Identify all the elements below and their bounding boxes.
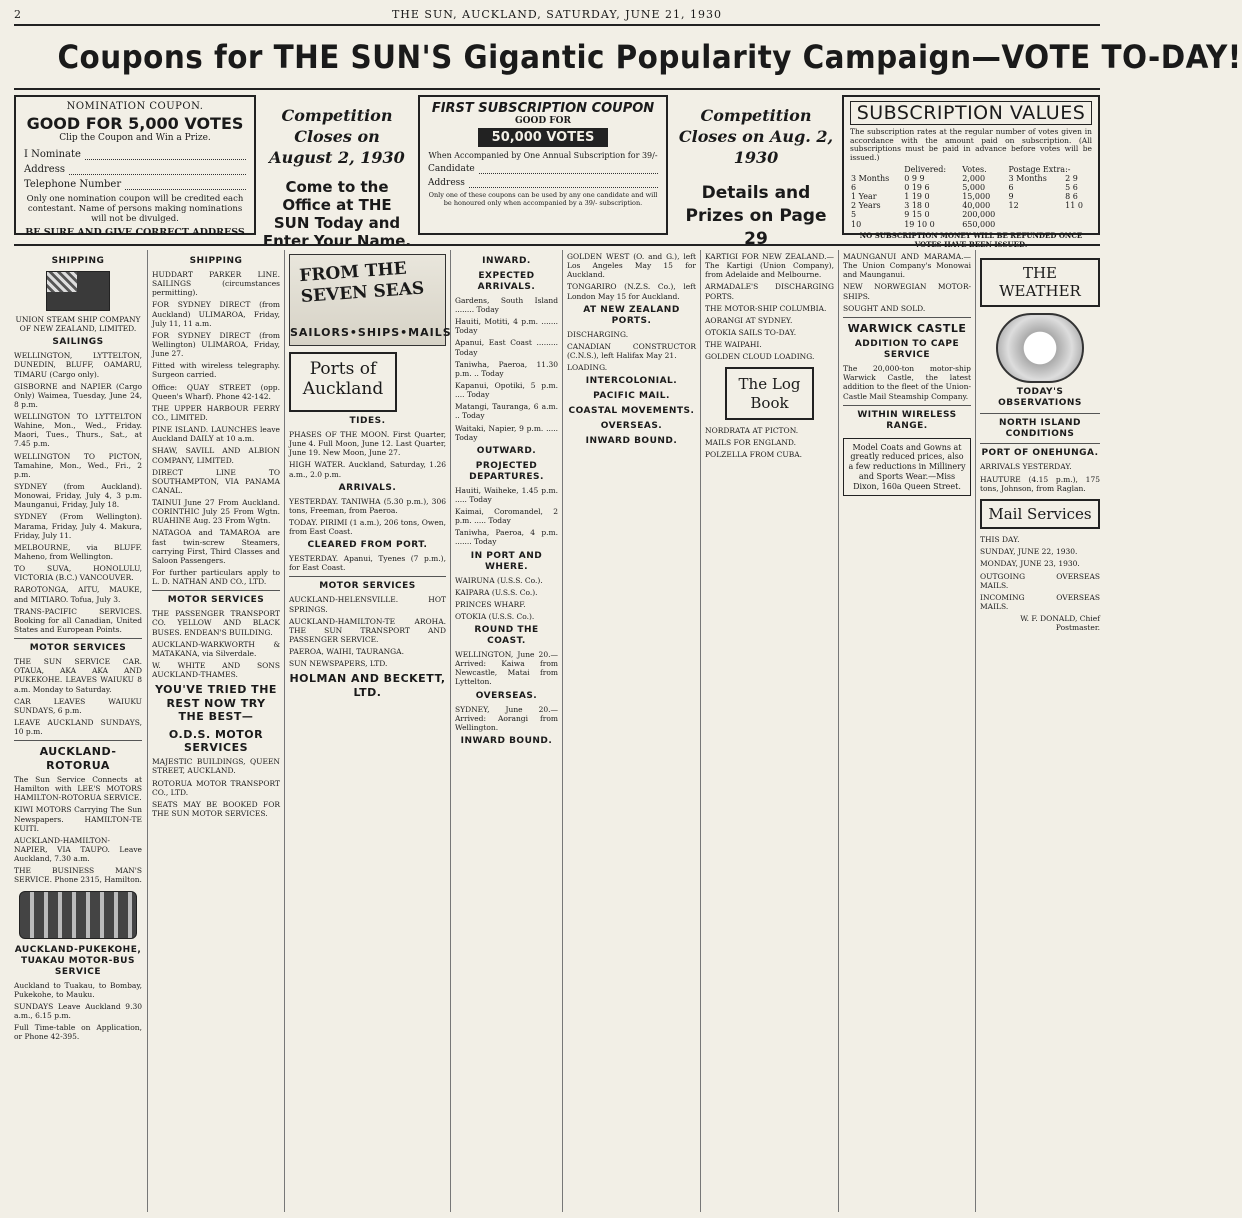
pacific-mail-heading: PACIFIC MAIL. bbox=[593, 391, 670, 402]
coupon-good-for: GOOD FOR bbox=[514, 116, 571, 126]
article-paragraph: TAINUI June 27 From Auckland. CORINTHIC July 25 From Wgtn. RUAHINE Aug. 23 From Wgtn. bbox=[152, 498, 280, 526]
rotorua-heading: AUCKLAND-ROTORUA bbox=[39, 745, 117, 772]
banner-rule bbox=[14, 88, 1100, 90]
article-paragraph: HAUTURE (4.15 p.m.), 175 tons, Johnson, from Raglan. bbox=[980, 474, 1100, 493]
column-rule bbox=[700, 250, 701, 1212]
article-paragraph: YESTERDAY. Apanui, Tyenes (7 p.m.), for East Coast. bbox=[289, 554, 446, 573]
list-item: Taniwha, Paeroa, 4 p.m. ....... Today bbox=[455, 528, 558, 547]
address-field[interactable]: Address bbox=[24, 164, 246, 175]
projected-heading: PROJECTED DEPARTURES. bbox=[469, 460, 544, 482]
article-paragraph: SUNDAYS Leave Auckland 9.30 a.m., 6.15 p.m. bbox=[14, 1001, 142, 1020]
candidate-field[interactable]: Candidate bbox=[428, 164, 658, 174]
subs-row: 3 Months 0 9 9 2,000 3 Months 2 9 bbox=[851, 173, 1078, 183]
wireless-heading: WITHIN WIRELESS RANGE. bbox=[857, 409, 957, 431]
article-paragraph: TO SUVA, HONOLULU, VICTORIA (B.C.) VANCOUVER. bbox=[14, 564, 142, 583]
subs-intro: The subscription rates at the regular number of votes given in accordance with the amount paid on subscription. (All subscriptions must be paid in advance before votes will be issued.) bbox=[850, 127, 1092, 162]
competition-left bbox=[262, 106, 412, 250]
article-paragraph: THE UPPER HARBOUR FERRY CO., LIMITED. bbox=[152, 403, 280, 422]
article-paragraph: NORDRATA AT PICTON. bbox=[705, 426, 799, 435]
subscription-coupon[interactable] bbox=[418, 95, 668, 235]
motor-services-heading: MOTOR SERVICES bbox=[167, 595, 265, 606]
article-paragraph: ARRIVALS YESTERDAY. bbox=[980, 462, 1072, 472]
warwick-heading: WARWICK CASTLE bbox=[847, 321, 967, 335]
sailings-heading: SAILINGS bbox=[52, 337, 104, 348]
motor-services-heading: MOTOR SERVICES bbox=[319, 581, 416, 592]
article-paragraph: PINE ISLAND. LAUNCHES leave Auckland DAILY at 10 a.m. bbox=[152, 425, 280, 444]
inward-bound-heading: INWARD BOUND. bbox=[460, 736, 553, 747]
article-paragraph: KARTIGI FOR NEW ZEALAND.—The Kartigi (Union Company), from Adelaide and Melbourne. bbox=[705, 252, 834, 280]
column-movements bbox=[455, 252, 558, 1212]
article-paragraph: HUDDART PARKER LINE. SAILINGS (circumstances permitting). bbox=[152, 269, 280, 298]
article-paragraph: THE MOTOR-SHIP COLUMBIA. bbox=[705, 303, 827, 313]
list-item: Taniwha, Paeroa, 11.30 p.m. .. Today bbox=[455, 359, 558, 378]
coupon-votes: GOOD FOR 5,000 VOTES bbox=[26, 114, 244, 133]
article-paragraph: LOADING. bbox=[567, 363, 608, 373]
coupon-vote-count: 50,000 VOTES bbox=[478, 128, 608, 147]
column-weather-mail bbox=[980, 252, 1100, 1212]
article-paragraph: Full Time-table on Application, or Phone 42-395. bbox=[14, 1023, 142, 1042]
article-paragraph: AUCKLAND-HAMILTON-NAPIER, VIA TAUPO. Leave Auckland, 7.30 a.m. bbox=[14, 835, 142, 864]
log-book-box: The Log Book bbox=[725, 367, 814, 420]
barometer-icon bbox=[996, 313, 1084, 383]
ports-of-auckland-box: Ports of Auckland bbox=[289, 352, 397, 412]
subs-row: 6 0 19 6 5,000 6 5 6 bbox=[851, 182, 1078, 192]
inward-bound-heading: INWARD BOUND. bbox=[585, 436, 678, 447]
subs-row: 1 Year 1 19 0 15,000 9 8 6 bbox=[851, 192, 1078, 202]
column-nz-ports bbox=[567, 252, 696, 1212]
article-paragraph: THE BUSINESS MAN'S SERVICE. Phone 2315, Hamilton. bbox=[14, 866, 142, 885]
column-rule bbox=[838, 250, 839, 1212]
article-paragraph: MELBOURNE, via BLUFF. Maheno, from Wellington. bbox=[14, 542, 142, 562]
north-island-heading: NORTH ISLAND CONDITIONS bbox=[998, 417, 1082, 439]
list-item: Hauiti, Waiheke, 1.45 p.m. ..... Today bbox=[455, 485, 558, 504]
coastal-heading: COASTAL MOVEMENTS. bbox=[568, 406, 695, 417]
section-heading: SHIPPING bbox=[51, 256, 105, 266]
article-paragraph: THE PASSENGER TRANSPORT CO. YELLOW AND BLACK BUSES. ENDEAN'S BUILDING. bbox=[152, 609, 280, 637]
holman-beckett: HOLMAN AND BECKETT, LTD. bbox=[289, 672, 446, 699]
column-rule bbox=[284, 250, 285, 1212]
nz-ports-heading: AT NEW ZEALAND PORTS. bbox=[583, 304, 680, 326]
article-paragraph: THE WAIPAHI. bbox=[705, 340, 762, 350]
article-paragraph: SUN NEWSPAPERS, LTD. bbox=[289, 659, 388, 669]
column-news-right bbox=[843, 252, 971, 1212]
list-item: Hauiti, Motiti, 4 p.m. ....... Today bbox=[455, 317, 558, 336]
arrivals-heading: ARRIVALS. bbox=[338, 482, 397, 493]
section-heading: SHIPPING bbox=[189, 256, 243, 266]
article-paragraph: GISBORNE and NAPIER (Cargo Only) Waimea, Tuesday, June 24, 8 p.m. bbox=[14, 381, 142, 409]
article-paragraph: LEAVE AUCKLAND SUNDAYS, 10 p.m. bbox=[14, 717, 142, 737]
article-paragraph: POLZELLA FROM CUBA. bbox=[705, 450, 803, 460]
article-paragraph: TONGARIRO (N.Z.S. Co.), left London May 15 for Auckland. bbox=[567, 282, 696, 301]
cleared-heading: CLEARED FROM PORT. bbox=[307, 540, 428, 551]
column-rule bbox=[975, 250, 976, 1212]
list-item: KAIPARA (U.S.S. Co.). bbox=[455, 587, 538, 597]
article-paragraph: TRANS-PACIFIC SERVICES. Booking for all Canadian, United States and European Points. bbox=[14, 606, 142, 635]
article-paragraph: NEW NORWEGIAN MOTOR-SHIPS. bbox=[843, 282, 971, 301]
seven-seas-subtitle: SAILORS•SHIPS•MAILS bbox=[290, 325, 452, 339]
article-paragraph: ARMADALE'S DISCHARGING PORTS. bbox=[705, 282, 834, 301]
list-item: Apanui, East Coast ......... Today bbox=[455, 338, 558, 357]
subs-row: 10 19 10 0 650,000 bbox=[851, 219, 996, 229]
list-item: Matangi, Tauranga, 6 a.m. .. Today bbox=[455, 402, 558, 421]
motor-bus-icon bbox=[19, 891, 137, 939]
article-paragraph: CANADIAN CONSTRUCTOR (C.N.S.), left Halifax May 21. bbox=[567, 341, 696, 360]
outward-heading: OUTWARD. bbox=[476, 445, 537, 456]
list-item: Waitaki, Napier, 9 p.m. ..... Today bbox=[455, 423, 558, 442]
company-name: UNION STEAM SHIP COMPANY OF NEW ZEALAND, LIMITED. bbox=[15, 314, 141, 334]
article-paragraph: INCOMING OVERSEAS MAILS. bbox=[980, 592, 1100, 611]
article-paragraph: SYDNEY (from Auckland). Monowai, Friday, July 4, 3 p.m. Maunganui, Friday, July 18. bbox=[14, 482, 142, 510]
coupon-condition: When Accompanied by One Annual Subscription for 39/- bbox=[428, 151, 658, 160]
article-paragraph: SYDNEY (From Wellington). Marama, Friday, July 4. Makura, Friday, July 11. bbox=[14, 512, 142, 540]
signoff: W. F. DONALD, Chief Postmaster. bbox=[1020, 614, 1100, 633]
column-news-left bbox=[705, 252, 834, 1212]
article-paragraph: ROTORUA MOTOR TRANSPORT CO., LTD. bbox=[152, 778, 280, 797]
article-paragraph: PAEROA, WAIHI, TAURANGA. bbox=[289, 647, 404, 657]
coupon-subtitle: Clip the Coupon and Win a Prize. bbox=[59, 133, 211, 143]
article-paragraph: WELLINGTON, June 20.—Arrived: Kaiwa from Newcastle, Matai from Lyttelton. bbox=[455, 650, 558, 687]
intercolonial-heading: INTERCOLONIAL. bbox=[585, 376, 678, 387]
section-rule bbox=[14, 244, 1100, 246]
seven-seas-banner bbox=[289, 254, 452, 346]
article-paragraph: THIS DAY. bbox=[980, 535, 1020, 545]
running-title: THE SUN, AUCKLAND, SATURDAY, JUNE 21, 1930 bbox=[391, 7, 723, 21]
article-paragraph: TODAY. PIRIMI (1 a.m.), 206 tons, Owen, from East Coast. bbox=[289, 517, 446, 537]
article-paragraph: MAUNGANUI AND MARAMA.—The Union Company's Monowai and Maunganui. bbox=[843, 252, 971, 280]
motor-services-heading: MOTOR SERVICES bbox=[29, 643, 127, 654]
onehunga-heading: PORT OF ONEHUNGA. bbox=[981, 448, 1099, 459]
article-paragraph: NATAGOA and TAMAROA are fast twin-screw Steamers, carrying First, Third Classes and Saloon Passengers. bbox=[152, 528, 280, 565]
telephone-field[interactable]: Telephone Number bbox=[24, 179, 246, 190]
running-head bbox=[14, 6, 1100, 22]
column-rule bbox=[147, 250, 148, 1212]
article-paragraph: SOUGHT AND SOLD. bbox=[843, 303, 926, 313]
round-coast-heading: ROUND THE COAST. bbox=[474, 625, 539, 647]
article-paragraph: For further particulars apply to L. D. NATHAN AND CO., LTD. bbox=[152, 568, 280, 587]
article-paragraph: SUNDAY, JUNE 22, 1930. bbox=[980, 547, 1078, 557]
article-paragraph: WELLINGTON, LYTTELTON, DUNEDIN, BLUFF, OAMARU, TIMARU (Cargo only). bbox=[14, 351, 142, 379]
article-paragraph: CAR LEAVES WAIUKU SUNDAYS, 6 p.m. bbox=[14, 696, 142, 715]
article-paragraph: KIWI MOTORS Carrying The Sun Newspapers. HAMILTON-TE KUITI. bbox=[14, 805, 142, 833]
article-paragraph: The Sun Service Connects at Hamilton with LEE'S MOTORS HAMILTON-ROTORUA SERVICE. bbox=[14, 775, 142, 803]
article-paragraph: OUTGOING OVERSEAS MAILS. bbox=[980, 571, 1100, 590]
pukekohe-heading: AUCKLAND-PUKEKOHE, TUAKAU MOTOR-BUS SERVICE bbox=[14, 944, 142, 977]
article-paragraph: YESTERDAY. TANIWHA (5.30 p.m.), 306 tons, Freeman, from Paeroa. bbox=[289, 496, 446, 515]
article-paragraph: OTOKIA SAILS TO-DAY. bbox=[705, 327, 797, 337]
article-paragraph: AUCKLAND-HELENSVILLE. HOT SPRINGS. bbox=[289, 595, 446, 614]
article-paragraph: AORANGI AT SYDNEY. bbox=[705, 315, 793, 325]
list-item: Kapanui, Opotiki, 5 p.m. .... Today bbox=[455, 381, 558, 400]
article-paragraph: RAROTONGA, AITU, MAUKE, and MITIARO. Tofua, July 3. bbox=[14, 585, 142, 604]
column-ports bbox=[289, 252, 452, 1212]
head-rule bbox=[14, 24, 1100, 26]
observations-heading: TODAY'S OBSERVATIONS bbox=[998, 386, 1082, 408]
article-paragraph: THE SUN SERVICE CAR. OTAUA, AKA AKA AND PUKEKOHE. LEAVES WAIUKU 8 a.m. Monday to Saturday. bbox=[14, 657, 142, 694]
in-port-heading: IN PORT AND WHERE. bbox=[470, 550, 543, 572]
coupon-arc-title: FIRST SUBSCRIPTION COUPON bbox=[431, 101, 655, 116]
list-item: Gardens, South Island ........ Today bbox=[455, 295, 558, 315]
seven-seas-title: FROM THE SEVEN SEAS bbox=[298, 258, 425, 307]
subs-row: 5 9 15 0 200,000 bbox=[851, 210, 996, 220]
article-paragraph: Auckland to Tuakau, to Bombay, Pukekohe, to Mauku. bbox=[14, 980, 142, 999]
article-paragraph: SHAW, SAVILL AND ALBION COMPANY, LIMITED. bbox=[152, 446, 280, 465]
overseas-heading: OVERSEAS. bbox=[475, 690, 538, 701]
column-rule bbox=[562, 250, 563, 1212]
details-and-prizes: Details and Prizes on Page 29 bbox=[685, 183, 827, 250]
list-item: PRINCES WHARF. bbox=[455, 599, 526, 609]
warwick-subheading: ADDITION TO CAPE SERVICE bbox=[854, 339, 960, 361]
competition-closes-right: Competition Closes on Aug. 2, 1930 bbox=[678, 106, 834, 167]
ods-heading: O.D.S. MOTOR SERVICES bbox=[168, 727, 264, 754]
weather-heading: THE WEATHER bbox=[980, 258, 1100, 307]
article-paragraph: FOR SYDNEY DIRECT (from Wellington) ULIMAROA, Friday, June 27. bbox=[152, 330, 280, 359]
article-paragraph: SYDNEY, June 20.—Arrived: Aorangi from Wellington. bbox=[455, 704, 558, 732]
article-paragraph: WELLINGTON TO LYTTELTON Wahine, Mon., Wed., Friday. Maori, Tues., Thurs., Sat., at 7.45 p.m. bbox=[14, 412, 142, 449]
article-paragraph: AUCKLAND-HAMILTON-TE AROHA. THE SUN TRANSPORT AND PASSENGER SERVICE. bbox=[289, 616, 446, 644]
article-paragraph: YOU'VE TRIED THE REST NOW TRY THE BEST— bbox=[155, 683, 277, 724]
article-paragraph: PHASES OF THE MOON. First Quarter, June 4. Full Moon, June 12. Last Quarter, June 19. New Moon, June 27. bbox=[289, 429, 446, 458]
banner-headline: Coupons for THE SUN'S Gigantic Popularity Campaign—VOTE TO-DAY! bbox=[57, 38, 1242, 76]
article-paragraph: W. WHITE AND SONS AUCKLAND-THAMES. bbox=[152, 661, 280, 680]
column-rule bbox=[450, 250, 451, 1212]
list-item: OTOKIA (U.S.S. Co.). bbox=[455, 611, 535, 621]
inward-heading: INWARD. bbox=[482, 256, 531, 266]
article-paragraph: WELLINGTON TO PICTON, Tamahine, Mon., Wed., Fri., 2 p.m. bbox=[14, 451, 142, 479]
article-paragraph: GOLDEN WEST (O. and G.), left Los Angeles May 15 for Auckland. bbox=[567, 252, 696, 280]
coupon-note: Only one nomination coupon will be credited each contestant. Name of persons making nominations will not be divulged. bbox=[26, 194, 244, 225]
article-paragraph: DIRECT LINE TO SOUTHAMPTON, VIA PANAMA CANAL. bbox=[152, 467, 280, 495]
page-number: 2 bbox=[14, 7, 22, 21]
column-shipping-left bbox=[14, 252, 142, 1212]
mail-services-heading: Mail Services bbox=[980, 499, 1100, 529]
come-to-office: Come to the Office at THE SUN Today and Enter Your Name. bbox=[262, 178, 412, 251]
nominate-field[interactable]: I Nominate bbox=[24, 149, 246, 160]
article-paragraph: Fitted with wireless telegraphy. Surgeon carried. bbox=[152, 361, 280, 380]
article-paragraph: MAJESTIC BUILDINGS, QUEEN STREET, AUCKLAND. bbox=[152, 757, 280, 776]
article-paragraph: Office: QUAY STREET (opp. Queen's Wharf). Phone 42-142. bbox=[152, 382, 280, 401]
article-paragraph: HIGH WATER. Auckland, Saturday, 1.26 a.m., 2.0 p.m. bbox=[289, 460, 446, 479]
article-paragraph: MONDAY, JUNE 23, 1930. bbox=[980, 559, 1080, 569]
subs-heading: SUBSCRIPTION VALUES bbox=[850, 101, 1092, 125]
article-paragraph: AUCKLAND-WARKWORTH & MATAKANA, via Silverdale. bbox=[152, 639, 280, 658]
tides-heading: TIDES. bbox=[349, 416, 386, 426]
advertisement: Model Coats and Gowns at greatly reduced prices, also a few reductions in Millinery and Sports Wear.—Miss Dixon, 160a Queen Street. bbox=[843, 438, 971, 497]
competition-closes: Competition Closes on August 2, 1930 bbox=[269, 106, 405, 167]
article-paragraph: GOLDEN CLOUD LOADING. bbox=[705, 352, 815, 362]
coupon-address-field[interactable]: Address bbox=[428, 178, 658, 188]
subscription-values bbox=[842, 95, 1100, 249]
coupon-fine-print: Only one of these coupons can be used by any one candidate and will be honoured only when accompanied by a 39/- subscription. bbox=[428, 191, 658, 207]
expected-heading: EXPECTED ARRIVALS. bbox=[477, 270, 536, 292]
overseas-heading: OVERSEAS. bbox=[600, 421, 663, 432]
coupon-caps: BE SURE AND GIVE CORRECT ADDRESS bbox=[25, 226, 245, 238]
list-item: Kaimai, Coromandel, 2 p.m. ..... Today bbox=[455, 507, 558, 526]
article-paragraph: DISCHARGING. bbox=[567, 329, 629, 339]
subs-footer: NO SUBSCRIPTION MONEY WILL BE REFUNDED ONCE VOTES HAVE BEEN ISSUED. bbox=[859, 230, 1083, 249]
column-shipping-right bbox=[152, 252, 280, 1212]
article-paragraph: FOR SYDNEY DIRECT (from Auckland) ULIMAROA, Friday, July 11, 11 a.m. bbox=[152, 300, 280, 328]
subs-table: Delivered: Votes. Postage Extra:- 3 Months 0 9 9 2,000 3 Months 2 9 6 0 19 6 5,000 6 5 6 1 Year 1 19 0 15,000 9 8 6 2 Years 3 18 0 40,000 12 11 0 5 9 15 0 200,000 10 19 10 0 650,000 bbox=[850, 165, 1092, 229]
list-item: WAIRUNA (U.S.S. Co.). bbox=[455, 575, 543, 585]
coupon-heading: NOMINATION COUPON. bbox=[66, 101, 204, 112]
subs-row: 2 Years 3 18 0 40,000 12 11 0 bbox=[851, 201, 1083, 211]
article-paragraph: SEATS MAY BE BOOKED FOR THE SUN MOTOR SERVICES. bbox=[152, 799, 280, 819]
competition-right bbox=[676, 106, 836, 251]
article-paragraph: The 20,000-ton motor-ship Warwick Castle, the latest addition to the fleet of the Union-Castle Mail Steamship Company. bbox=[843, 364, 971, 401]
article-paragraph: MAILS FOR ENGLAND. bbox=[705, 438, 797, 448]
union-flag-icon bbox=[46, 271, 110, 311]
nomination-coupon[interactable] bbox=[14, 95, 256, 238]
